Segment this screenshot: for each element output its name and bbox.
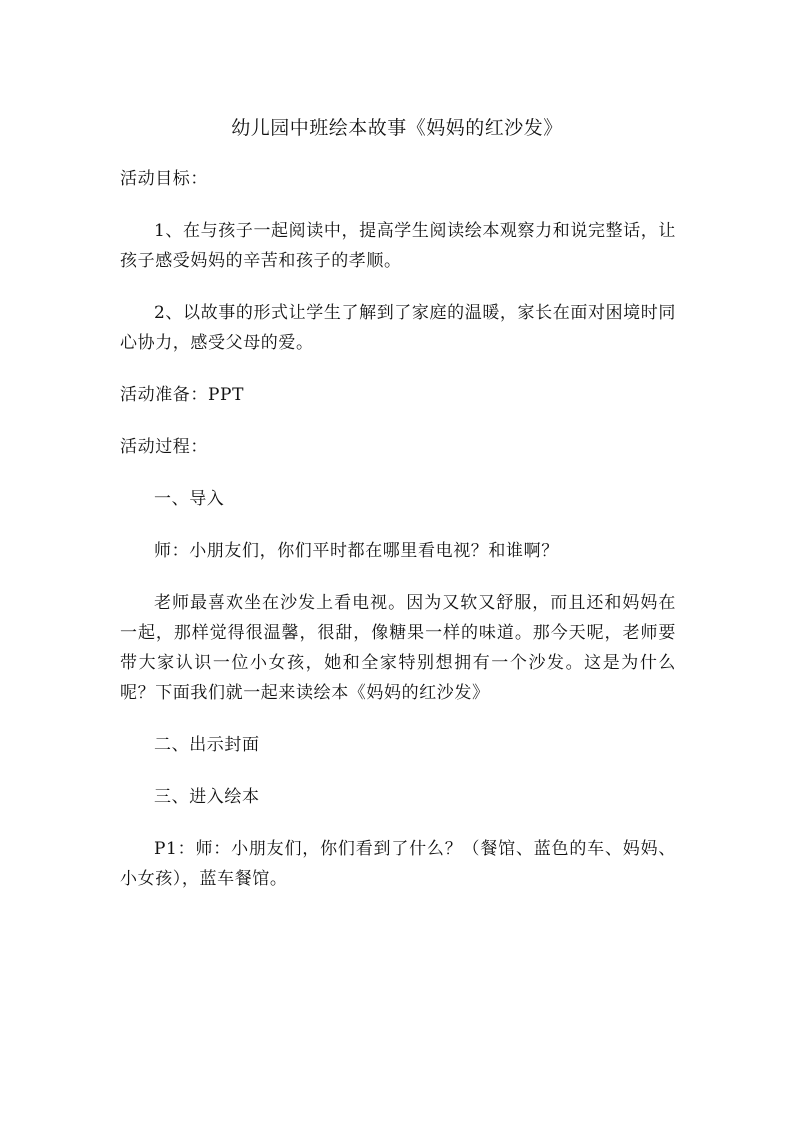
goal-item-1: 1、在与孩子一起阅读中，提高学生阅读绘本观察力和说完整话，让孩子感受妈妈的辛苦和孩子的孝顺。 (120, 221, 676, 271)
section-heading-goals: 活动目标： (120, 169, 208, 189)
section-heading-process: 活动过程： (120, 437, 208, 457)
page-1-discussion: P1：师：小朋友们，你们看到了什么？（餐馆、蓝色的车、妈妈、小女孩），蓝车餐馆。 (120, 839, 676, 889)
teacher-narration: 老师最喜欢坐在沙发上看电视。因为又软又舒服，而且还和妈妈在一起，那样觉得很温馨，很甜，像糖果一样的味道。那今天呢，老师要带大家认识一位小女孩，她和全家特别想拥有一个沙发。这是为什么呢？下面我们就一起来读绘本《妈妈的红沙发》 (120, 593, 676, 703)
document-title: 幼儿园中班绘本故事《妈妈的红沙发》 (231, 117, 563, 139)
teacher-question: 师：小朋友们，你们平时都在哪里看电视？和谁啊？ (154, 541, 559, 561)
step-heading-intro: 一、导入 (154, 489, 225, 509)
step-heading-book: 三、进入绘本 (154, 787, 260, 807)
goal-item-2: 2、以故事的形式让学生了解到了家庭的温暖，家长在面对困境时同心协力，感受父母的爱。 (120, 303, 676, 353)
step-heading-cover: 二、出示封面 (154, 735, 260, 755)
section-heading-preparation: 活动准备：PPT (120, 385, 245, 405)
document-body (120, 164, 676, 916)
